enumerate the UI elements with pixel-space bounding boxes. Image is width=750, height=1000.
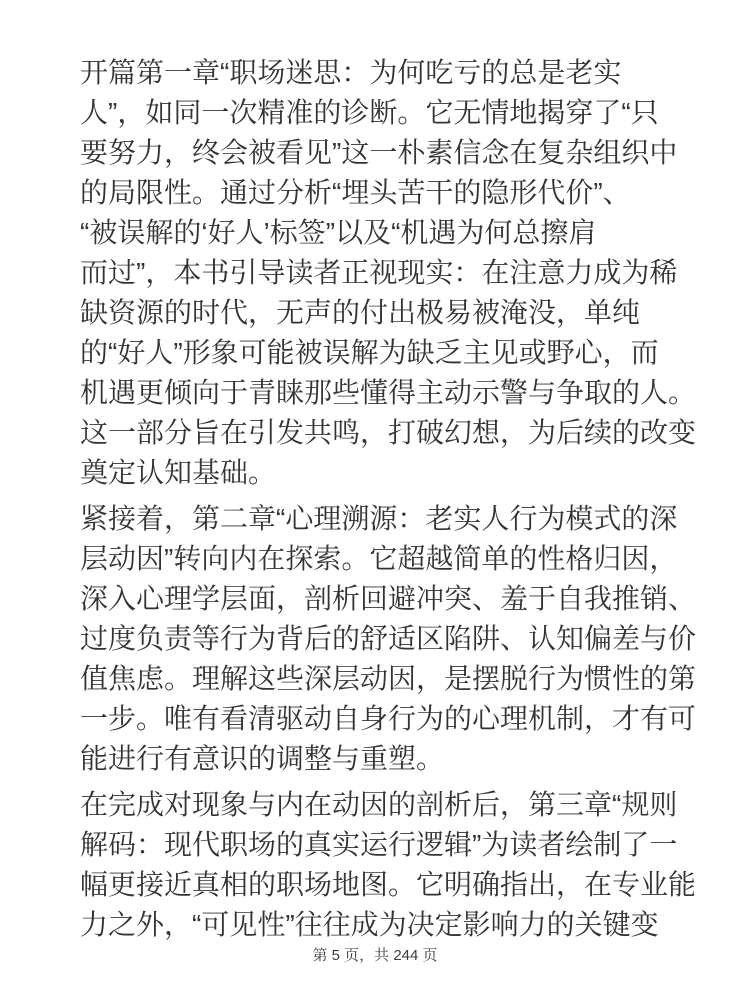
- page-number-footer: 第 5 页，共 244 页: [312, 947, 438, 964]
- text-line: 过度负责等行为背后的舒适区陷阱、认知偏差与价: [80, 623, 697, 654]
- paragraph: [80, 499, 697, 779]
- text-line: 奠定认知基础。: [80, 457, 277, 488]
- text-line: 能进行有意识的调整与重塑。: [80, 743, 445, 774]
- text-line: 机遇更倾向于青睐那些懂得主动示警与争取的人。: [80, 377, 697, 408]
- text-line: 紧接着，第二章“心理溯源：老实人行为模式的深: [80, 503, 678, 534]
- text-line: 的“好人”形象可能被误解为缺乏主见或野心，而: [80, 337, 659, 368]
- text-line: 而过”，本书引导读者正视现实：在注意力成为稀: [80, 257, 678, 288]
- text-line: 缺资源的时代，无声的付出极易被淹没，单纯: [80, 297, 641, 328]
- document-text: [80, 53, 697, 951]
- text-line: 在完成对现象与内在动因的剖析后，第三章“规则: [80, 789, 678, 820]
- text-line: 深入心理学层面，剖析回避冲突、羞于自我推销、: [80, 583, 697, 614]
- text-line: 层动因”转向内在探索。它超越简单的性格归因，: [80, 543, 678, 574]
- text-line: 开篇第一章“职场迷思：为何吃亏的总是老实: [80, 57, 622, 88]
- text-line: 一步。唯有看清驱动自身行为的心理机制，才有可: [80, 703, 697, 734]
- paragraph: [80, 53, 697, 493]
- text-line: 解码：现代职场的真实运行逻辑”为读者绘制了一: [80, 829, 678, 860]
- text-line: “被误解的‘好人’标签”以及“机遇为何总擦肩: [80, 217, 597, 248]
- paragraph: [80, 785, 697, 945]
- text-line: 这一部分旨在引发共鸣，打破幻想，为后续的改变: [80, 417, 697, 448]
- text-line: 值焦虑。理解这些深层动因，是摆脱行为惯性的第: [80, 663, 697, 694]
- text-line: 要努力，终会被看见”这一朴素信念在复杂组织中: [80, 137, 678, 168]
- text-line: 的局限性。通过分析“埋头苦干的隐形代价”、: [80, 177, 631, 208]
- text-line: 幅更接近真相的职场地图。它明确指出，在专业能: [80, 869, 697, 900]
- text-line: 人”，如同一次精准的诊断。它无情地揭穿了“只: [80, 97, 659, 128]
- text-line: 力之外，“可见性”往往成为决定影响力的关键变: [80, 909, 659, 940]
